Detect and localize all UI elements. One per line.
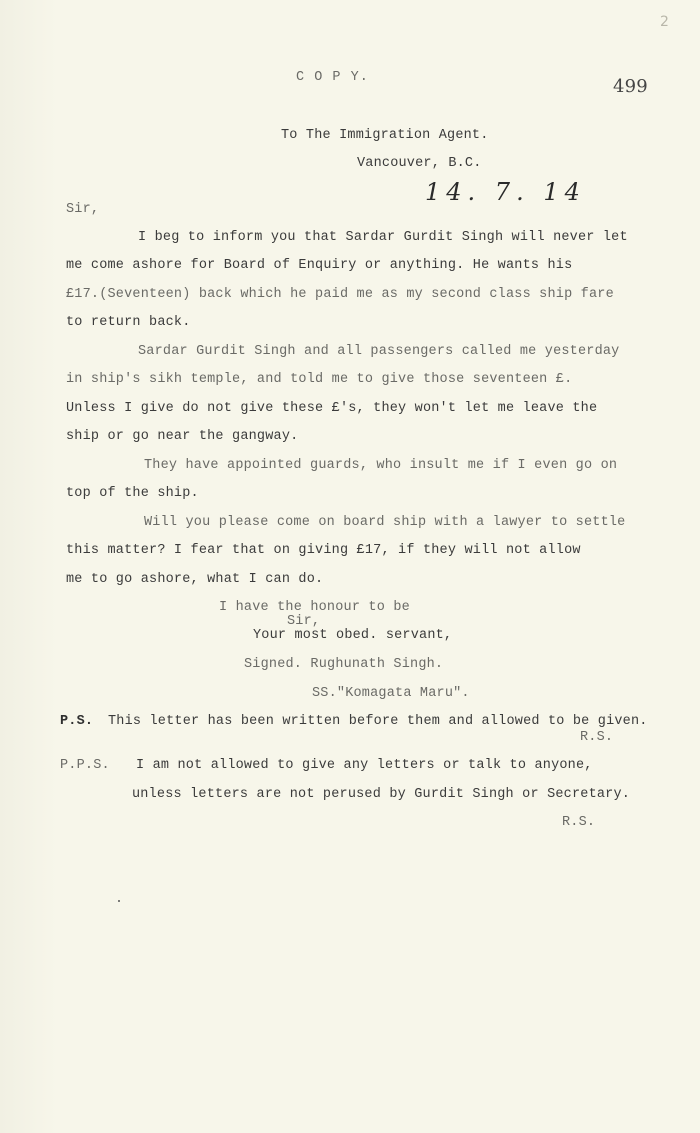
ps-text: This letter has been written before them and allowed to be given. [108, 714, 648, 729]
body-line: this matter? I fear that on giving £17, if they will not allow [66, 543, 581, 558]
ps-label: P.S. [60, 714, 94, 729]
page-edge-shadow [0, 0, 58, 1133]
folio-number: 499 [613, 76, 648, 97]
body-line: Will you please come on board ship with a lawyer to settle [144, 515, 626, 530]
body-line: Unless I give do not give these £'s, they won't let me leave the [66, 401, 598, 416]
signature-line: Signed. Rughunath Singh. [244, 657, 444, 672]
body-line: £17.(Seventeen) back which he paid me as my second class ship fare [66, 287, 614, 302]
corner-pencil-mark: 2 [660, 14, 669, 30]
body-line: in ship's sikh temple, and told me to give those seventeen £. [66, 372, 573, 387]
addressee-line: To The Immigration Agent. [281, 128, 489, 143]
ship-name-line: SS."Komagata Maru". [312, 686, 470, 701]
salutation: Sir, [66, 202, 100, 217]
body-line: me come ashore for Board of Enquiry or anything. He wants his [66, 258, 573, 273]
handwritten-date: 14. 7. 14 [425, 178, 586, 206]
pps-line-1: I am not allowed to give any letters or talk to anyone, [136, 758, 593, 773]
body-line: to return back. [66, 315, 191, 330]
closing-servant-line: Your most obed. servant, [253, 628, 453, 643]
body-line: me to go ashore, what I can do. [66, 572, 324, 587]
body-line: Sardar Gurdit Singh and all passengers called me yesterday [138, 344, 620, 359]
pps-label: P.P.S. [60, 758, 110, 773]
ink-speck [118, 900, 120, 902]
closing-sir-line: Sir, [287, 614, 321, 629]
body-line: top of the ship. [66, 486, 199, 501]
body-line: They have appointed guards, who insult me if I even go on [144, 458, 618, 473]
body-line: ship or go near the gangway. [66, 429, 299, 444]
closing-honour-line: I have the honour to be [219, 600, 410, 615]
copy-heading: C O P Y. [296, 70, 369, 85]
ps-initials: R.S. [580, 730, 614, 745]
body-line: I beg to inform you that Sardar Gurdit Singh will never let [138, 230, 628, 245]
pps-line-2: unless letters are not perused by Gurdit Singh or Secretary. [132, 787, 631, 802]
address-city-line: Vancouver, B.C. [357, 156, 482, 171]
pps-initials: R.S. [562, 815, 596, 830]
